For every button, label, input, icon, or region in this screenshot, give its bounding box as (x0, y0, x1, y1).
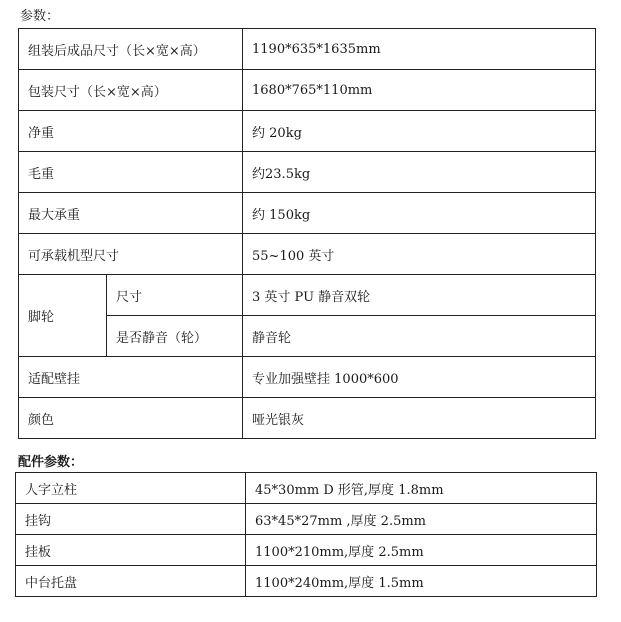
caster-label: 脚轮 (19, 275, 107, 357)
accessory-value: 1100*240mm,厚度 1.5mm (246, 566, 597, 597)
spec-value: 哑光银灰 (243, 398, 596, 439)
table-row (19, 152, 596, 193)
table-row (19, 398, 596, 439)
accessory-heading: 配件参数： (18, 455, 84, 470)
accessory-table (15, 472, 597, 597)
spec-value: 约 150kg (243, 193, 596, 234)
table-row (19, 70, 596, 111)
spec-label: 毛重 (19, 152, 243, 193)
spec-value: 55~100 英寸 (243, 234, 596, 275)
table-row (19, 111, 596, 152)
accessory-value: 63*45*27mm ,厚度 2.5mm (246, 504, 597, 535)
caster-sub-label: 尺寸 (107, 275, 243, 316)
table-row (19, 29, 596, 70)
table-row (19, 357, 596, 398)
spec-label: 适配壁挂 (19, 357, 243, 398)
accessory-value: 1100*210mm,厚度 2.5mm (246, 535, 597, 566)
table-row (16, 535, 597, 566)
accessory-label: 中台托盘 (16, 566, 246, 597)
spec-label: 可承载机型尺寸 (19, 234, 243, 275)
table-row (16, 504, 597, 535)
spec-value: 约 20kg (243, 111, 596, 152)
spec-table (18, 28, 596, 439)
spec-value: 专业加强壁挂 1000*600 (243, 357, 596, 398)
accessory-value: 45*30mm D 形管,厚度 1.8mm (246, 473, 597, 504)
table-row (19, 193, 596, 234)
table-row (19, 234, 596, 275)
spec-label: 颜色 (19, 398, 243, 439)
spec-label: 组装后成品尺寸（长×宽×高） (19, 29, 243, 70)
spec-value: 1680*765*110mm (243, 70, 596, 111)
caster-value: 静音轮 (243, 316, 596, 357)
spec-heading: 参数： (20, 9, 60, 24)
table-row (19, 275, 596, 316)
spec-label: 包装尺寸（长×宽×高） (19, 70, 243, 111)
spec-value: 1190*635*1635mm (243, 29, 596, 70)
spec-label: 最大承重 (19, 193, 243, 234)
table-row (16, 473, 597, 504)
caster-value: 3 英寸 PU 静音双轮 (243, 275, 596, 316)
spec-value: 约23.5kg (243, 152, 596, 193)
caster-sub-label: 是否静音（轮） (107, 316, 243, 357)
accessory-label: 人字立柱 (16, 473, 246, 504)
accessory-label: 挂钩 (16, 504, 246, 535)
table-row (16, 566, 597, 597)
spec-label: 净重 (19, 111, 243, 152)
accessory-label: 挂板 (16, 535, 246, 566)
